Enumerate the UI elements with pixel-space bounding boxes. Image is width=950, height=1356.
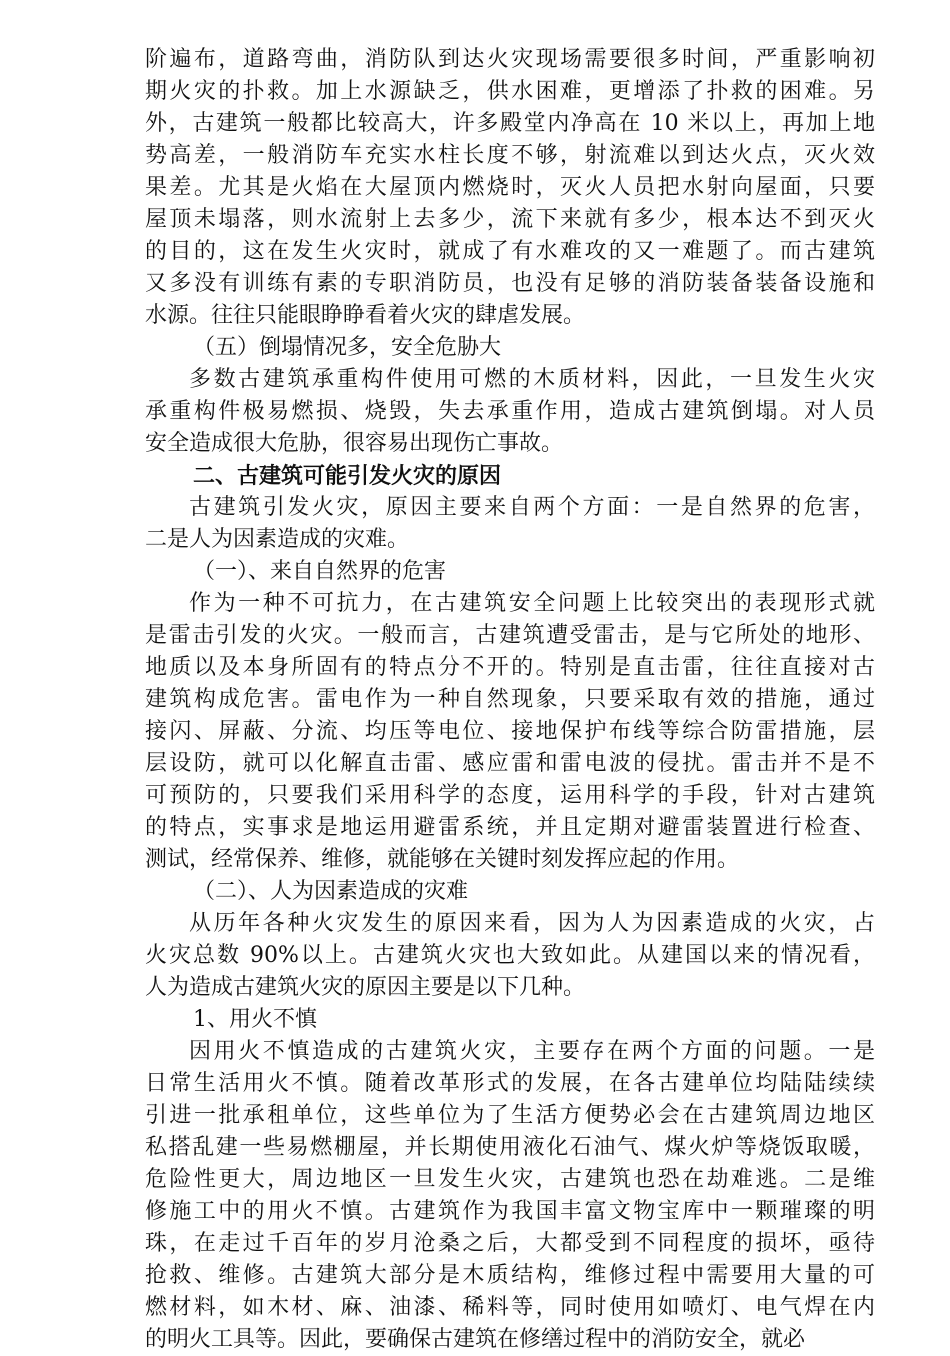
text-line: 建筑构成危害。雷电作为一种自然现象，只要采取有效的措施，通过 [145, 687, 875, 712]
section-heading [145, 460, 875, 492]
text-line: 危险性更大，周边地区一旦发生火灾，古建筑也恐在劫难逃。二是维 [145, 1167, 875, 1192]
text-line: 安全造成很大危胁，很容易出现伤亡事故。 [145, 431, 564, 456]
text-line: 阶遍布，道路弯曲，消防队到达火灾现场需要很多时间，严重影响初 [145, 47, 875, 72]
text-line: 可预防的，只要我们采用科学的态度，运用科学的手段，针对古建筑 [145, 783, 875, 808]
text-line: 层设防，就可以化解直击雷、感应雷和雷电波的侵扰。雷击并不是不 [145, 751, 875, 776]
text-line: 火灾总数 90%以上。古建筑火灾也大致如此。从建国以来的情况看， [145, 943, 875, 968]
text-line: 古建筑引发火灾，原因主要来自两个方面：一是自然界的危害， [189, 495, 875, 520]
text-line: 的目的，这在发生火灾时，就成了有水难攻的又一难题了。而古建筑 [145, 239, 875, 264]
text-line: 屋顶未塌落，则水流射上去多少，流下来就有多少，根本达不到灭火 [145, 207, 875, 232]
text-line: 势高差，一般消防车充实水柱长度不够，射流难以到达火点，灭火效 [145, 143, 875, 168]
text-line: 的明火工具等。因此，要确保古建筑在修缮过程中的消防安全，就必 [145, 1327, 806, 1352]
text-line: 因用火不慎造成的古建筑火灾，主要存在两个方面的问题。一是 [189, 1039, 875, 1064]
text-line: 1、用火不慎 [193, 1007, 317, 1032]
text-line: 地质以及本身所固有的特点分不开的。特别是直击雷，往往直接对古 [145, 655, 875, 680]
body-paragraph [145, 364, 875, 460]
text-line: 二是人为因素造成的灾难。 [145, 527, 410, 552]
text-line: 多数古建筑承重构件使用可燃的木质材料，因此，一旦发生火灾 [189, 367, 875, 392]
text-line: （二）、人为因素造成的灾难 [193, 879, 469, 904]
text-line: 果差。尤其是火焰在大屋顶内燃烧时，灭火人员把水射向屋面，只要 [145, 175, 875, 200]
text-line: 日常生活用火不慎。随着改革形式的发展，在各古建单位均陆陆续续 [145, 1071, 875, 1096]
text-line: 外，古建筑一般都比较高大，许多殿堂内净高在 10 米以上，再加上地 [145, 111, 875, 136]
text-line: 是雷击引发的火灾。一般而言，古建筑遭受雷击，是与它所处的地形、 [145, 623, 875, 648]
text-line: 抢救、维修。古建筑大部分是木质结构，维修过程中需要用大量的可 [145, 1263, 875, 1288]
text-line: 作为一种不可抗力，在古建筑安全问题上比较突出的表现形式就 [189, 591, 875, 616]
text-line: 期火灾的扑救。加上水源缺乏，供水困难，更增添了扑救的困难。另 [145, 79, 875, 104]
body-paragraph [145, 44, 875, 332]
text-line: 接闪、屏蔽、分流、均压等电位、接地保护布线等综合防雷措施，层 [145, 719, 875, 744]
text-line: 引进一批承租单位，这些单位为了生活方便势必会在古建筑周边地区 [145, 1103, 875, 1128]
subsection-heading [145, 876, 875, 908]
text-line: 测试，经常保养、维修，就能够在关键时刻发挥应起的作用。 [145, 847, 740, 872]
text-line: 人为造成古建筑火灾的原因主要是以下几种。 [145, 975, 586, 1000]
text-line: 修施工中的用火不慎。古建筑作为我国丰富文物宝库中一颗璀璨的明 [145, 1199, 875, 1224]
text-line: 私搭乱建一些易燃棚屋，并长期使用液化石油气、煤火炉等烧饭取暖， [145, 1135, 875, 1160]
body-paragraph [145, 908, 875, 1004]
text-line: 珠，在走过千百年的岁月沧桑之后，大都受到不同程度的损坏，亟待 [145, 1231, 875, 1256]
text-line: 燃材料，如木材、麻、油漆、稀料等，同时使用如喷灯、电气焊在内 [145, 1295, 875, 1320]
subsection-heading [145, 332, 875, 364]
text-line: （五）倒塌情况多，安全危胁大 [193, 335, 502, 360]
text-line: 从历年各种火灾发生的原因来看，因为人为因素造成的火灾，占 [189, 911, 875, 936]
body-paragraph [145, 1036, 875, 1356]
subsection-heading [145, 1004, 875, 1036]
subsection-heading [145, 556, 875, 588]
text-line: 水源。往往只能眼睁睁看着火灾的肆虐发展。 [145, 303, 586, 328]
text-line: 承重构件极易燃损、烧毁，失去承重作用，造成古建筑倒塌。对人员 [145, 399, 875, 424]
body-paragraph [145, 588, 875, 876]
text-line: 的特点，实事求是地运用避雷系统，并且定期对避雷装置进行检查、 [145, 815, 875, 840]
text-line: 又多没有训练有素的专职消防员，也没有足够的消防装备装备设施和 [145, 271, 875, 296]
body-paragraph [145, 492, 875, 556]
text-line: （一）、来自自然界的危害 [193, 559, 447, 584]
text-line: 二、古建筑可能引发火灾的原因 [193, 463, 502, 489]
document-page [145, 44, 875, 1356]
